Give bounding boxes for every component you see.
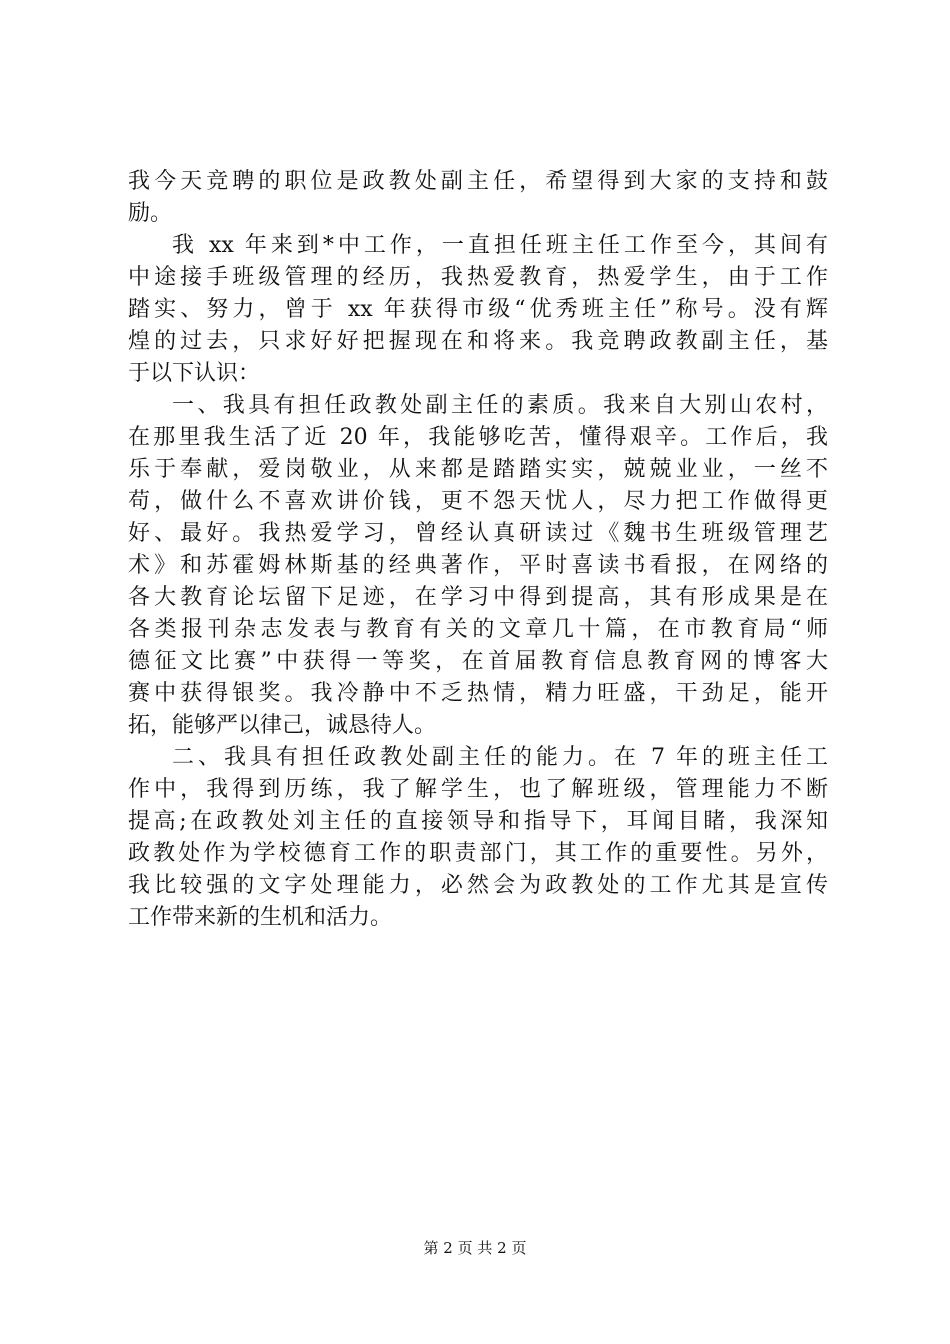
text-line: 拓，能够严以律己，诚恳待人。: [128, 713, 437, 738]
document-body: [128, 166, 828, 934]
page-footer: [0, 1238, 950, 1258]
text-line: 励。: [128, 201, 173, 226]
paragraph-qualities: [128, 390, 828, 742]
paragraph-intro: [128, 166, 828, 230]
text-line: 各大教育论坛留下足迹，在学习中得到提高，其有形成果是在: [128, 585, 828, 610]
text-line: 于以下认识：: [128, 361, 261, 386]
text-line: 好、最好。我热爱学习，曾经认真研读过《魏书生班级管理艺: [128, 521, 828, 546]
text-line: 踏实、努力，曾于 xx 年获得市级“优秀班主任”称号。没有辉: [128, 297, 828, 322]
text-line: 我比较强的文字处理能力，必然会为政教处的工作尤其是宣传: [128, 873, 828, 898]
text-line: 乐于奉献，爱岗敬业，从来都是踏踏实实，兢兢业业，一丝不: [128, 457, 828, 482]
text-line: 提高;在政教处刘主任的直接领导和指导下，耳闻目睹，我深知: [128, 809, 828, 834]
paragraph-background: [128, 230, 828, 390]
text-line: 作中，我得到历练，我了解学生，也了解班级，管理能力不断: [128, 777, 828, 802]
text-line: 二、我具有担任政教处副主任的能力。在 7 年的班主任工: [172, 745, 828, 770]
text-line: 政教处作为学校德育工作的职责部门，其工作的重要性。另外，: [128, 841, 828, 866]
text-line: 术》和苏霍姆林斯基的经典著作，平时喜读书看报，在网络的: [128, 553, 828, 578]
text-line: 赛中获得银奖。我冷静中不乏热情，精力旺盛，干劲足，能开: [128, 681, 828, 706]
text-line: 在那里我生活了近 20 年，我能够吃苦，懂得艰辛。工作后，我: [128, 425, 828, 450]
page-number-label: 第 2 页 共 2 页: [423, 1239, 527, 1257]
paragraph-abilities: [128, 742, 828, 934]
text-line: 工作带来新的生机和活力。: [128, 905, 393, 930]
text-line: 我今天竞聘的职位是政教处副主任，希望得到大家的支持和鼓: [128, 169, 828, 194]
text-line: 中途接手班级管理的经历，我热爱教育，热爱学生，由于工作: [128, 265, 828, 290]
text-line: 苟，做什么不喜欢讲价钱，更不怨天忧人，尽力把工作做得更: [128, 489, 828, 514]
text-line: 我 xx 年来到*中工作，一直担任班主任工作至今，其间有: [172, 233, 828, 258]
text-line: 各类报刊杂志发表与教育有关的文章几十篇，在市教育局“师: [128, 617, 828, 642]
text-line: 一、我具有担任政教处副主任的素质。我来自大别山农村，: [172, 393, 828, 418]
text-line: 煌的过去，只求好好把握现在和将来。我竞聘政教副主任，基: [128, 329, 828, 354]
text-line: 德征文比赛”中获得一等奖，在首届教育信息教育网的博客大: [128, 649, 828, 674]
